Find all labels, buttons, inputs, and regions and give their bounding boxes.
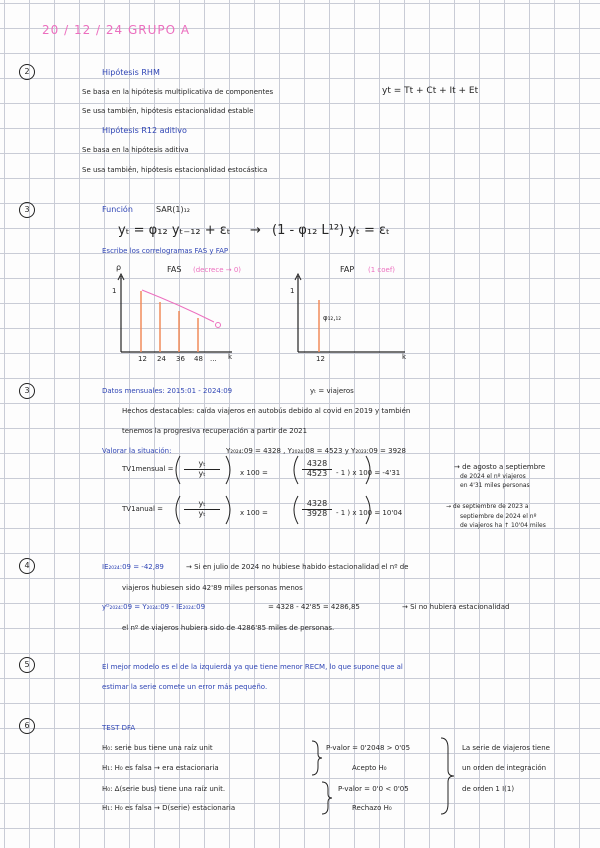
fas-note: (decrece → 0) — [193, 266, 242, 274]
fas-one-label: 1 — [112, 287, 117, 295]
q7-conclusion-2: un orden de integración — [462, 764, 547, 772]
q7-decision-2: Rechazo H₀ — [352, 804, 392, 812]
tv-annual-note-1: → de septiembre de 2023 a — [446, 503, 529, 510]
frac-denominator: 4523 — [306, 468, 328, 478]
question-number: 6 — [19, 718, 35, 734]
tv-monthly-frac-2 — [302, 460, 332, 479]
q7-h1-level: H₁: H₀ es falsa → era estacionaria — [102, 764, 219, 772]
q7-conclusion-1: La serie de viajeros tiene — [462, 744, 550, 752]
tv-monthly-label: TV1mensual = — [122, 465, 174, 473]
fap-tick-12: 12 — [316, 355, 325, 363]
fap-coef-label: φ₁₂,₁₂ — [323, 314, 342, 322]
q4-line-4a: Valorar la situación: — [102, 447, 172, 455]
q5-line-3a: yᴰ₂₀₂₄:09 = Y₂₀₂₄:09 - IE₂₀₂₄:09 — [102, 603, 206, 611]
q2-formula: yt = Tt + Ct + It + Et — [382, 86, 479, 96]
fas-xlabel: k — [228, 353, 233, 361]
q3-line-1: Escribe los correlogramas FAS y FAP — [102, 247, 229, 255]
frac-numerator: 4328 — [302, 460, 332, 470]
fas-tick-36: 36 — [176, 355, 185, 363]
q4-line-2: Hechos destacables: caída viajeros en autobús debido al covid en 2019 y también — [122, 407, 411, 415]
tv-annual-frac-2 — [302, 500, 332, 519]
tv-annual-result: - 1 ) x 100 = 10'04 — [336, 509, 403, 517]
tv-monthly-result: - 1 ) x 100 = -4'31 — [336, 469, 401, 477]
q3-equation-right: (1 - φ₁₂ L¹²) yₜ = εₜ — [272, 223, 390, 238]
frac-denominator: 3928 — [306, 508, 328, 518]
tv-annual-label: TV1anual = — [122, 505, 164, 513]
question-number: 5 — [19, 657, 35, 673]
q7-h0-diff: H₀: Δ(serie bus) tiene una raíz unit. — [102, 785, 226, 793]
q3-model: SAR(1)₁₂ — [156, 205, 191, 214]
q4-variable: yₜ = viajeros — [310, 387, 354, 395]
frac-numerator: yₜ — [184, 460, 220, 470]
q2-line-3: Se basa en la hipótesis aditiva — [82, 146, 189, 154]
q2-heading-r12: Hipótesis R12 aditivo — [102, 126, 187, 135]
frac-numerator: yₜ — [184, 500, 220, 510]
tv-monthly-frac-1 — [184, 460, 220, 479]
q6-line-2: estimar la serie comete un error más pequeño. — [102, 683, 268, 691]
question-number: 3 — [19, 202, 35, 218]
q3-equation-left: yₜ = φ₁₂ yₜ₋₁₂ + εₜ — [118, 223, 231, 238]
tv-annual-note-2: septiembre de 2024 el nº — [460, 513, 537, 520]
frac-denominator: yₜ — [198, 508, 206, 518]
fas-tick-48: 48 — [194, 355, 203, 363]
q5-line-1a: IE₂₀₂₄:09 = -42,89 — [102, 563, 164, 571]
tv-annual-frac-1 — [184, 500, 220, 519]
q5-line-2: viajeros hubiesen sido 42'89 miles personas menos — [122, 584, 303, 592]
fap-one-label: 1 — [290, 287, 295, 295]
q7-decision-1: Acepto H₀ — [352, 764, 387, 772]
q6-line-1: El mejor modelo es el de la izquierda ya que tiene menor RECM, lo que supone que al — [102, 663, 403, 671]
q4-data-range: Datos mensuales: 2015:01 - 2024:09 — [102, 387, 233, 395]
fas-title: FAS — [167, 265, 182, 274]
q2-line-1: Se basa en la hipótesis multiplicativa de componentes — [82, 88, 274, 96]
q5-line-3b: = 4328 - 42'85 = 4286,85 — [268, 603, 360, 611]
q3-equation-arrow: → — [250, 223, 261, 238]
page-group: GRUPO A — [128, 23, 191, 37]
question-number: 4 — [19, 558, 35, 574]
fas-tick-12: 12 — [138, 355, 147, 363]
q7-conclusion-3: de orden 1 I(1) — [462, 785, 515, 793]
tv-monthly-note-2: de 2024 el nº viajeros — [460, 473, 526, 480]
q7-heading: TEST DFA — [102, 724, 136, 732]
tv-annual-mid: x 100 = — [240, 509, 268, 517]
frac-denominator: yₜ — [198, 468, 206, 478]
q4-line-4b: Y₂₀₂₄:09 = 4328 , Y₂₀₂₄:08 = 4523 y Y₂₀₂₃:09 = 3928 — [226, 447, 406, 455]
q5-line-1b: → Si en julio de 2024 no hubiese habido estacionalidad el nº de — [186, 563, 409, 571]
fap-note: (1 coef) — [368, 266, 396, 274]
tv-annual-note-3: de viajeros ha ↑ 10'04 miles — [460, 522, 546, 529]
question-number: 3 — [19, 383, 35, 399]
q7-pvalue-1: P-valor = 0'2048 > 0'05 — [326, 744, 411, 752]
q7-h0-level: H₀: serie bus tiene una raíz unit — [102, 744, 213, 752]
q2-line-2: Se usa también, hipótesis estacionalidad estable — [82, 107, 254, 115]
page-date: 20 / 12 / 24 — [42, 23, 124, 37]
tv-monthly-mid: x 100 = — [240, 469, 268, 477]
tv-monthly-note-1: → de agosto a septiembre — [454, 463, 546, 471]
q5-line-4: el nº de viajeros hubiera sido de 4286'85 miles de personas. — [122, 624, 335, 632]
q4-line-3: tenemos la progresiva recuperación a partir de 2021 — [122, 427, 308, 435]
fas-tick-more: ... — [210, 355, 217, 363]
tv-monthly-note-3: en 4'31 miles personas — [460, 482, 530, 489]
q2-heading-rhm: Hipótesis RHM — [102, 68, 160, 77]
question-number: 2 — [19, 64, 35, 80]
fas-tick-24: 24 — [157, 355, 166, 363]
fap-title: FAP — [340, 265, 355, 274]
q2-line-4: Se usa también, hipótesis estacionalidad estocástica — [82, 166, 268, 174]
q3-heading: Función — [102, 205, 133, 214]
frac-numerator: 4328 — [302, 500, 332, 510]
fas-ylabel: ρ — [116, 263, 122, 272]
q7-h1-diff: H₁: H₀ es falsa → D(serie) estacionaria — [102, 804, 236, 812]
fap-xlabel: k — [402, 353, 407, 361]
q5-line-3c: → Si no hubiera estacionalidad — [402, 603, 510, 611]
q7-pvalue-2: P-valor = 0'0 < 0'05 — [338, 785, 409, 793]
